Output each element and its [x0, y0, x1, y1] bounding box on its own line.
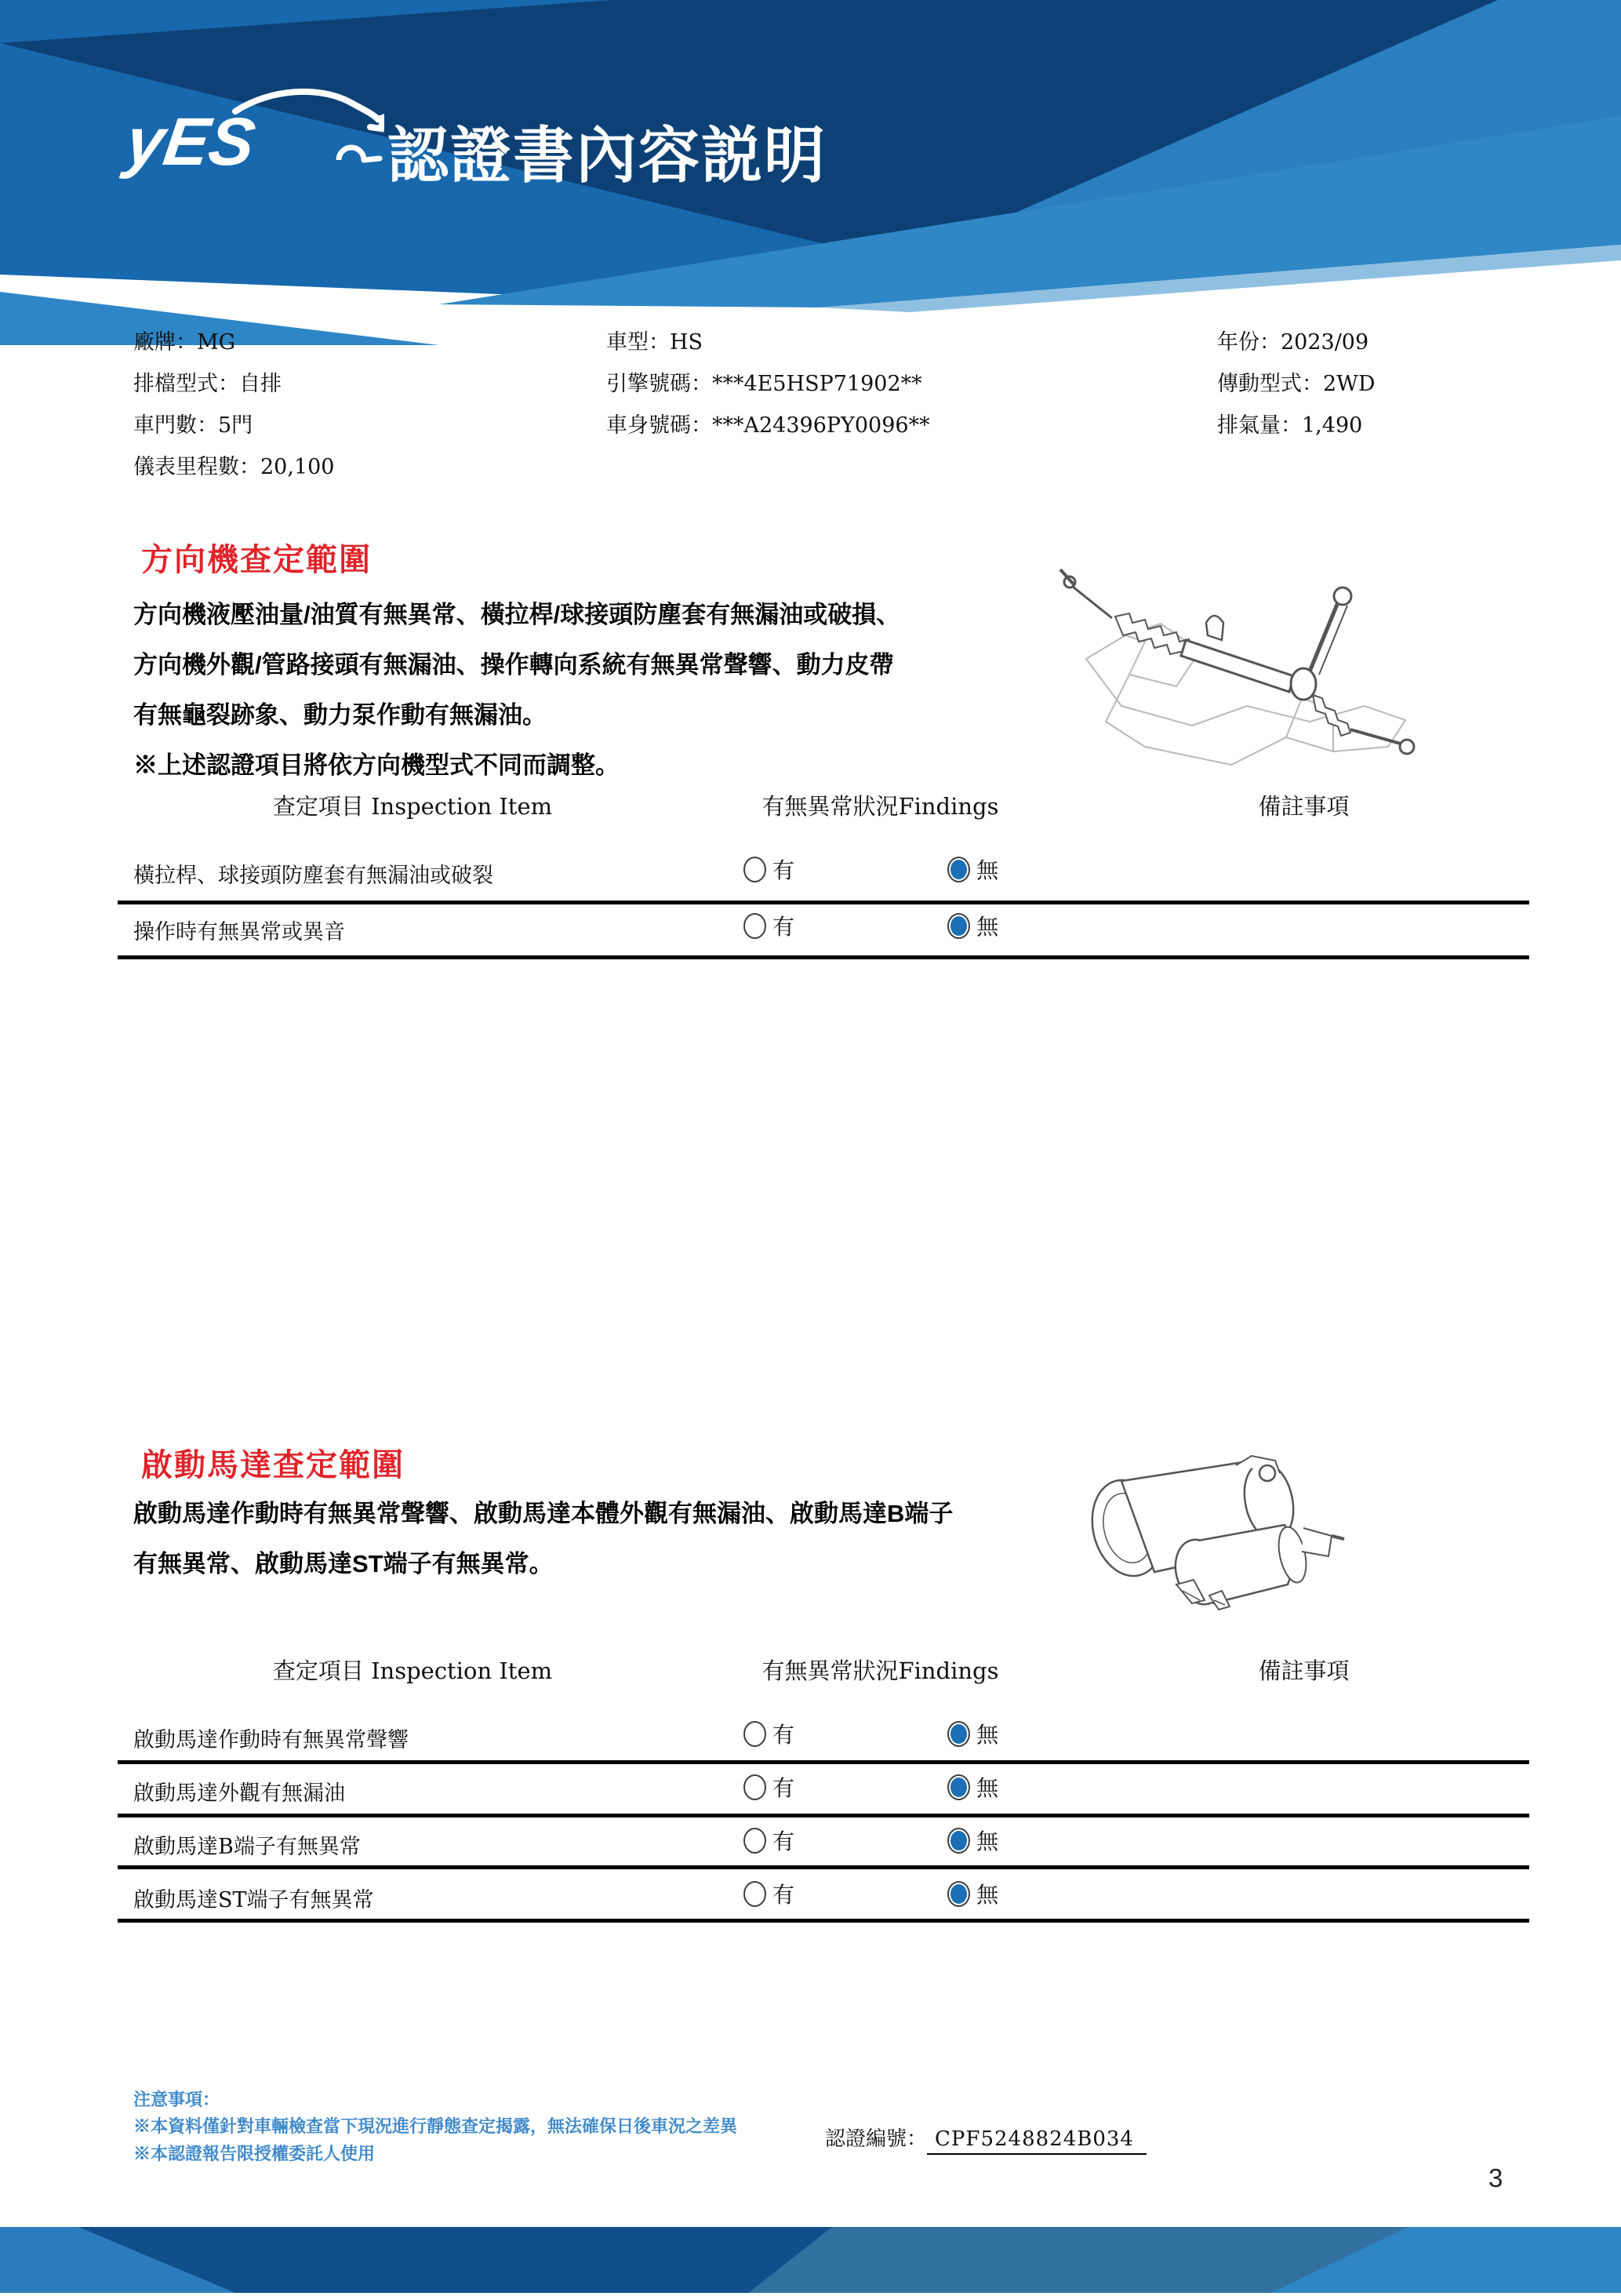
vehicle-brand: 廠牌：MG — [133, 330, 236, 355]
radio-no-label: 無 — [976, 1882, 999, 1908]
page-title: 認證書內容説明 — [387, 121, 827, 190]
table2-row-separator — [118, 1814, 1529, 1818]
steering-rack-illustration — [1051, 541, 1435, 788]
section-title-steering: 方向機查定範圍 — [141, 543, 372, 577]
table2-header-remarks: 備註事項 — [1258, 1657, 1350, 1684]
table1-row-separator — [118, 901, 1529, 904]
radio-no-label: 無 — [976, 1722, 999, 1748]
certificate-number-line — [825, 2123, 1147, 2152]
radio-yes[interactable] — [743, 1774, 766, 1800]
notice-title: 注意事項： — [133, 2090, 220, 2109]
description-line: 有無異常、啟動馬達ST端子有無異常。 — [133, 1550, 554, 1577]
vehicle-info-col3 — [1217, 322, 1376, 446]
description-line: 方向機外觀/管路接頭有無漏油、操作轉向系統有無異常聲響、動力皮帶 — [133, 651, 894, 679]
logo-text: yES — [122, 104, 260, 180]
table2-row1-findings — [743, 1718, 998, 1749]
radio-yes-label: 有 — [772, 1828, 795, 1854]
radio-yes[interactable] — [743, 1881, 766, 1907]
vehicle-displacement: 排氣量：1,490 — [1217, 413, 1363, 438]
vehicle-info-col2 — [606, 322, 930, 446]
starter-motor-illustration — [1082, 1453, 1365, 1625]
radio-no-label: 無 — [976, 1828, 999, 1854]
radio-no[interactable] — [947, 1881, 970, 1907]
table1-row2-item: 操作時有無異常或異音 — [133, 920, 345, 944]
table1-header-remarks: 備註事項 — [1258, 793, 1350, 820]
table2-row4-findings — [743, 1878, 998, 1909]
table2-header-findings: 有無異常狀況Findings — [761, 1657, 999, 1684]
radio-yes-label: 有 — [772, 857, 795, 883]
radio-yes[interactable] — [743, 913, 766, 939]
radio-no[interactable] — [947, 1721, 970, 1747]
footer-banner-graphic — [0, 2227, 1621, 2293]
description-line: 有無龜裂跡象、動力泵作動有無漏油。 — [133, 701, 547, 729]
table1-row1-item: 橫拉桿、球接頭防塵套有無漏油或破裂 — [133, 864, 493, 888]
radio-yes[interactable] — [743, 1721, 766, 1747]
table2-row-separator — [118, 1919, 1529, 1923]
car-body-line — [364, 158, 380, 160]
table2-row2-item: 啟動馬達外觀有無漏油 — [133, 1781, 345, 1806]
radio-no[interactable] — [947, 1828, 970, 1854]
radio-yes-label: 有 — [772, 914, 795, 940]
header-banner — [0, 0, 1621, 345]
radio-yes-label: 有 — [772, 1722, 795, 1748]
table1-header-item: 查定項目 Inspection Item — [272, 793, 553, 820]
vehicle-year: 年份：2023/09 — [1217, 330, 1369, 355]
yes-logo — [118, 85, 384, 187]
table1-header-findings: 有無異常狀況Findings — [761, 793, 999, 820]
table1-row-separator — [118, 955, 1529, 959]
description-line: 啟動馬達作動時有無異常聲響、啟動馬達本體外觀有無漏油、啟動馬達B端子 — [133, 1500, 954, 1527]
radio-yes[interactable] — [743, 1828, 766, 1854]
vehicle-vin: 車身號碼：***A24396PY0096** — [606, 413, 930, 438]
yes-car-logo-icon — [118, 85, 384, 187]
notice-line1: ※本資料僅針對車輛檢查當下現況進行靜態查定揭露，無法確保日後車況之差異 — [133, 2116, 738, 2136]
table2-row3-findings — [743, 1825, 998, 1856]
radio-yes[interactable] — [743, 857, 766, 882]
vehicle-engine-number: 引擎號碼：***4E5HSP71902** — [606, 372, 922, 396]
vehicle-odometer: 儀表里程數：20,100 — [133, 455, 335, 479]
table2-row4-item: 啟動馬達ST端子有無異常 — [133, 1888, 374, 1912]
radio-no[interactable] — [947, 913, 970, 939]
footer-banner — [0, 2227, 1621, 2293]
table2-row2-findings — [743, 1771, 998, 1803]
vehicle-door-count: 車門數：5門 — [133, 413, 253, 438]
vehicle-transmission-type: 排檔型式：自排 — [133, 372, 282, 396]
section-title-starter: 啟動馬達查定範圍 — [141, 1448, 405, 1483]
certificate-number-value: CPF5248824B034 — [927, 2127, 1147, 2155]
table2-row-separator — [118, 1760, 1529, 1764]
notice-line2: ※本認證報告限授權委託人使用 — [133, 2144, 376, 2163]
table2-row-separator — [118, 1865, 1529, 1869]
table2-row1-item: 啟動馬達作動時有無異常聲響 — [133, 1728, 409, 1752]
section-description-steering — [133, 590, 900, 791]
description-line: 方向機液壓油量/油質有無異常、橫拉桿/球接頭防塵套有無漏油或破損、 — [133, 601, 901, 628]
table2-header-item: 查定項目 Inspection Item — [272, 1657, 553, 1684]
radio-yes-label: 有 — [772, 1775, 795, 1801]
table2-row3-item: 啟動馬達B端子有無異常 — [133, 1835, 361, 1859]
table1-row1-findings — [743, 853, 998, 885]
radio-yes-label: 有 — [772, 1882, 795, 1908]
car-wheel-outline — [339, 147, 364, 160]
radio-no[interactable] — [947, 857, 970, 882]
vehicle-model: 車型：HS — [606, 330, 703, 355]
description-line: ※上述認證項目將依方向機型式不同而調整。 — [133, 751, 620, 779]
radio-no-label: 無 — [976, 857, 999, 883]
radio-no-label: 無 — [976, 914, 999, 940]
radio-no-label: 無 — [976, 1775, 999, 1801]
table1-row2-findings — [743, 910, 998, 941]
vehicle-drive-type: 傳動型式：2WD — [1217, 372, 1376, 396]
page-number: 3 — [1488, 2163, 1503, 2192]
vehicle-info-col1 — [133, 322, 334, 488]
section-description-starter — [133, 1489, 953, 1589]
certificate-number-label: 認證編號： — [825, 2127, 928, 2151]
radio-no[interactable] — [947, 1774, 970, 1800]
